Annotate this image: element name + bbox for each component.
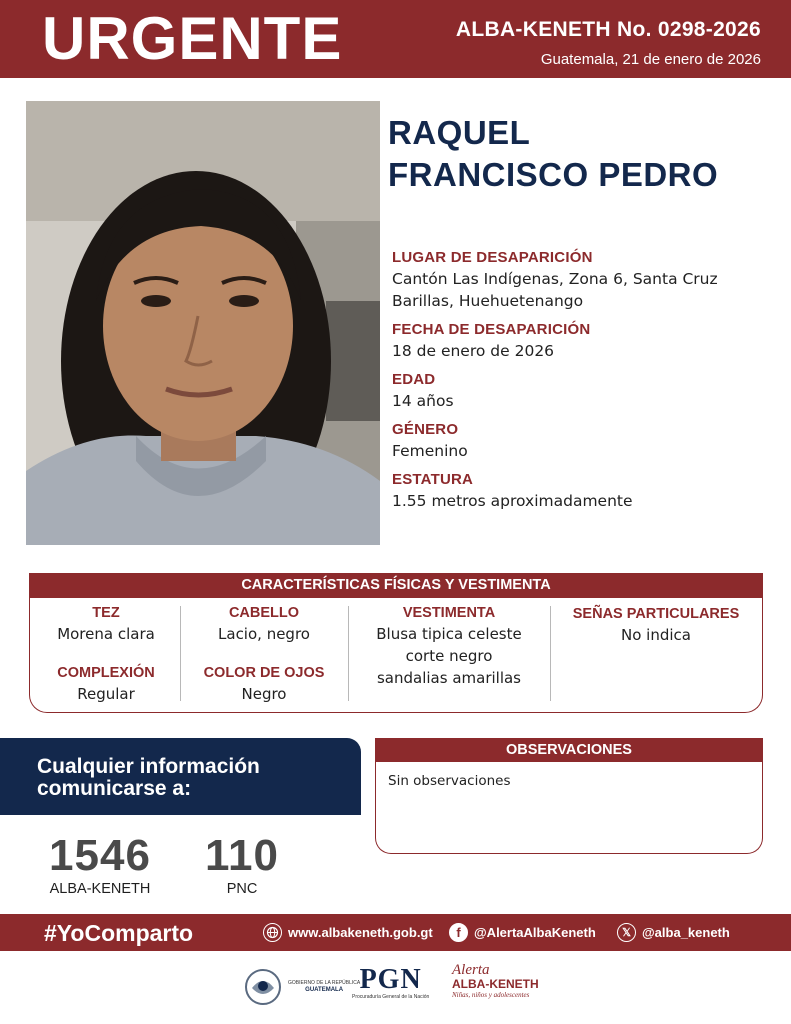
logos-row bbox=[0, 962, 791, 1012]
government-line-1: GOBIERNO DE LA REPÚBLICA bbox=[288, 980, 361, 986]
alba-keneth-logo bbox=[452, 962, 539, 999]
alert-date: Guatemala, 21 de enero de 2026 bbox=[540, 51, 761, 68]
distinguishing-marks-value: No indica bbox=[621, 626, 691, 644]
urgent-title: URGENTE bbox=[42, 5, 343, 72]
alba-logo-line-1: Alerta bbox=[452, 962, 490, 978]
distinguishing-marks-label: SEÑAS PARTICULARES bbox=[572, 606, 740, 622]
website-text: www.albakeneth.gob.gt bbox=[288, 925, 433, 940]
complexion-label: COMPLEXIÓN bbox=[57, 665, 155, 681]
pgn-subtitle: Procuraduría General de la Nación bbox=[352, 994, 430, 1000]
x-icon: 𝕏 bbox=[617, 923, 636, 942]
col-skin bbox=[36, 603, 176, 705]
eye-color-label: COLOR DE OJOS bbox=[203, 665, 325, 681]
hair-value: Lacio, negro bbox=[218, 625, 310, 643]
missing-person-photo bbox=[26, 101, 380, 545]
disappearance-place-value: Cantón Las Indígenas, Zona 6, Santa Cruz Barillas, Huehuetenango bbox=[392, 270, 718, 310]
column-divider bbox=[550, 606, 551, 701]
disappearance-date-value: 18 de enero de 2026 bbox=[392, 342, 555, 360]
clothing-line-3: sandalias amarillas bbox=[376, 669, 521, 687]
age-value: 14 años bbox=[392, 392, 454, 410]
age-label: EDAD bbox=[392, 371, 436, 388]
government-line-2: GUATEMALA bbox=[305, 987, 344, 993]
facebook-icon: f bbox=[449, 923, 468, 942]
skin-label: TEZ bbox=[92, 605, 120, 621]
height-value: 1.55 metros aproximadamente bbox=[392, 492, 633, 510]
clothing-line-1: Blusa tipica celeste bbox=[376, 625, 522, 643]
observations-title: OBSERVACIONES bbox=[375, 738, 763, 762]
phone-number: 1546 bbox=[49, 831, 151, 880]
alba-logo-line-3: Niñas, niños y adolescentes bbox=[452, 991, 530, 999]
column-divider bbox=[180, 606, 181, 701]
pgn-title: PGN bbox=[359, 964, 422, 995]
phone-alba-keneth bbox=[38, 832, 162, 898]
phone-number: 110 bbox=[205, 831, 279, 880]
globe-icon bbox=[263, 923, 282, 942]
characteristics-title: CARACTERÍSTICAS FÍSICAS Y VESTIMENTA bbox=[29, 573, 763, 598]
hashtag: #YoComparto bbox=[44, 920, 194, 946]
person-name bbox=[388, 112, 718, 196]
column-divider bbox=[348, 606, 349, 701]
person-details bbox=[392, 248, 772, 520]
pgn-logo bbox=[352, 966, 429, 1000]
x-link[interactable] bbox=[617, 923, 730, 942]
hair-label: CABELLO bbox=[228, 605, 300, 621]
contact-line-1: Cualquier información bbox=[37, 755, 260, 778]
col-clothing bbox=[352, 603, 546, 689]
eye-color-value: Negro bbox=[241, 685, 287, 703]
height-label: ESTATURA bbox=[392, 471, 474, 488]
clothing-line-2: corte negro bbox=[405, 647, 493, 665]
disappearance-place-label: LUGAR DE DESAPARICIÓN bbox=[392, 249, 593, 266]
facebook-text: @AlertaAlbaKeneth bbox=[474, 925, 596, 940]
phone-pnc bbox=[196, 832, 288, 898]
clothing-label: VESTIMENTA bbox=[402, 605, 496, 621]
contact-line-2: comunicarse a: bbox=[37, 777, 192, 800]
complexion-value: Regular bbox=[77, 685, 135, 703]
government-logo bbox=[244, 968, 360, 1006]
gender-label: GÉNERO bbox=[392, 421, 459, 438]
contact-text bbox=[37, 756, 260, 800]
observations-text: Sin observaciones bbox=[388, 773, 511, 789]
col-marks bbox=[556, 604, 756, 646]
disappearance-date-label: FECHA DE DESAPARICIÓN bbox=[392, 321, 591, 338]
coat-of-arms-icon bbox=[244, 968, 282, 1006]
skin-value: Morena clara bbox=[57, 625, 155, 643]
person-first-name: RAQUEL bbox=[388, 114, 531, 151]
facebook-link[interactable] bbox=[449, 923, 596, 942]
alert-number: ALBA-KENETH No. 0298-2026 bbox=[455, 18, 761, 41]
person-last-name: FRANCISCO PEDRO bbox=[388, 156, 719, 193]
x-text: @alba_keneth bbox=[642, 925, 730, 940]
alba-logo-line-2: ALBA-KENETH bbox=[452, 977, 539, 991]
phone-name: PNC bbox=[226, 881, 258, 897]
phone-name: ALBA-KENETH bbox=[49, 881, 151, 897]
gender-value: Femenino bbox=[392, 442, 468, 460]
website-link[interactable] bbox=[263, 923, 433, 942]
col-hair bbox=[186, 603, 342, 705]
